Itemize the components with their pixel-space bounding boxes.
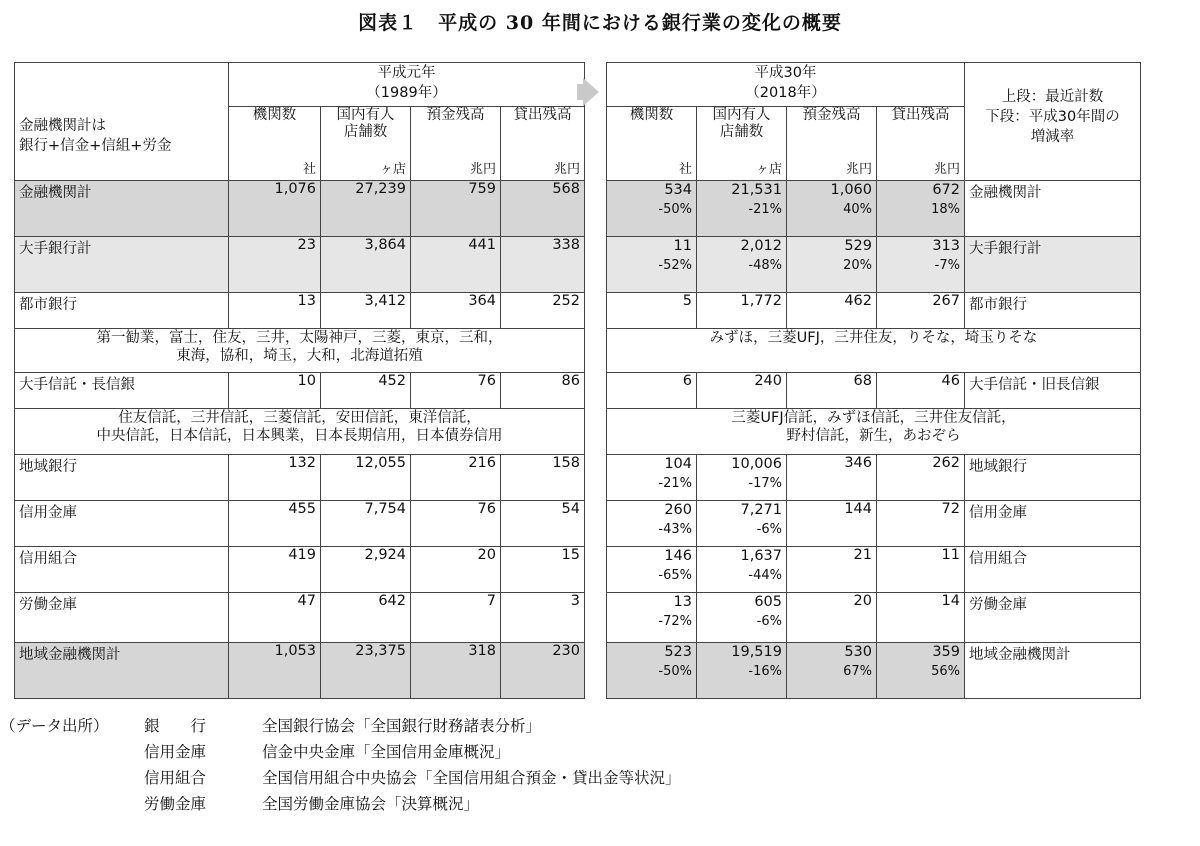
unit-institutions: 社 [302, 162, 316, 177]
table-row [607, 643, 1141, 699]
value-cell: 132 [229, 455, 321, 501]
table-row [15, 373, 585, 409]
col-branches-label1: 国内有人 [712, 107, 771, 123]
col-institutions-label: 機関数 [629, 107, 674, 123]
value-cell: 605 -6% [697, 593, 787, 643]
value-cell: 104 -21% [607, 455, 697, 501]
member-banks-note [15, 409, 585, 455]
unit-deposits: 兆円 [469, 162, 496, 177]
value-cell: 3,412 [321, 293, 411, 329]
value-cell: 13 -72% [607, 593, 697, 643]
table-row [15, 547, 585, 593]
source-type: 銀 行 [144, 717, 207, 735]
right-note-line2: 下段：平成30年間の [985, 109, 1120, 125]
value-cell: 20 [787, 593, 877, 643]
value-cell: 7,754 [321, 501, 411, 547]
value-cell: 15 [501, 547, 585, 593]
row-label: 大手信託・旧長信銀 [965, 373, 1141, 409]
row-label: 信用金庫 [965, 501, 1141, 547]
value-cell: 230 [501, 643, 585, 699]
table-row [607, 593, 1141, 643]
col-deposits-label: 預金残高 [426, 107, 485, 123]
col-institutions [607, 107, 697, 181]
source-type: 信用金庫 [144, 743, 207, 761]
member-banks-note [607, 409, 1141, 455]
value-cell: 46 [877, 373, 965, 409]
col-branches [321, 107, 411, 181]
row-label: 信用金庫 [15, 501, 229, 547]
source-desc: 全国銀行協会「全国銀行財務諸表分析」 [262, 717, 542, 735]
value-cell: 267 [877, 293, 965, 329]
member-banks-note: みずほ，三菱UFJ，三井住友，りそな，埼玉りそな [607, 329, 1141, 373]
source-desc: 信金中央金庫「全国信用金庫概況」 [262, 743, 511, 761]
value-cell: 12,055 [321, 455, 411, 501]
value-cell: 5 [607, 293, 697, 329]
col-deposits-label: 預金残高 [802, 107, 861, 123]
col-branches [697, 107, 787, 181]
row-label: 地域銀行 [965, 455, 1141, 501]
value-cell: 3 [501, 593, 585, 643]
value-cell: 441 [411, 237, 501, 293]
table-2018 [606, 62, 1141, 699]
table-row [15, 501, 585, 547]
value-cell: 568 [501, 181, 585, 237]
value-cell: 47 [229, 593, 321, 643]
note-line: 野村信託，新生，あおぞら [786, 428, 961, 444]
value-cell: 462 [787, 293, 877, 329]
unit-loans: 兆円 [553, 162, 580, 177]
col-branches-label2: 店舗数 [719, 124, 764, 140]
table-row [15, 237, 585, 293]
row-label-line2: 銀行+信金+信組+労金 [19, 137, 172, 154]
row-label: 大手信託・長信銀 [15, 373, 229, 409]
table-row [15, 329, 585, 373]
value-cell: 346 [787, 455, 877, 501]
value-cell: 21 [787, 547, 877, 593]
value-cell: 252 [501, 293, 585, 329]
row-label: 金融機関計 [15, 181, 229, 237]
value-cell: 1,053 [229, 643, 321, 699]
row-label: 都市銀行 [15, 293, 229, 329]
col-loans [501, 107, 585, 181]
source-type: 労働金庫 [144, 795, 207, 813]
value-cell: 2,924 [321, 547, 411, 593]
value-cell: 455 [229, 501, 321, 547]
note-line: 三菱UFJ信託，みずほ信託，三井住友信託， [731, 410, 1016, 426]
value-cell: 260 -43% [607, 501, 697, 547]
value-cell: 144 [787, 501, 877, 547]
era-1989-header [229, 63, 585, 107]
unit-institutions: 社 [678, 162, 692, 177]
value-cell: 313 -7% [877, 237, 965, 293]
value-cell: 76 [411, 501, 501, 547]
table-row [607, 329, 1141, 373]
value-cell: 54 [501, 501, 585, 547]
era-1989-line1: 平成元年 [377, 65, 436, 81]
value-cell: 10 [229, 373, 321, 409]
value-cell: 3,864 [321, 237, 411, 293]
row-label: 大手銀行計 [965, 237, 1141, 293]
value-cell: 20 [411, 547, 501, 593]
row-label-header [15, 63, 229, 181]
col-loans-label: 貸出残高 [891, 107, 950, 123]
value-cell: 216 [411, 455, 501, 501]
table-row [15, 593, 585, 643]
table-row [15, 293, 585, 329]
col-deposits [787, 107, 877, 181]
row-label: 都市銀行 [965, 293, 1141, 329]
row-label: 信用組合 [15, 547, 229, 593]
value-cell: 523 -50% [607, 643, 697, 699]
era-2018-line2: （2018年） [745, 85, 826, 101]
era-2018-line1: 平成30年 [754, 65, 817, 81]
table-row [15, 455, 585, 501]
value-cell: 2,012 -48% [697, 237, 787, 293]
value-cell: 158 [501, 455, 585, 501]
value-cell: 529 20% [787, 237, 877, 293]
value-cell: 14 [877, 593, 965, 643]
table-row [607, 501, 1141, 547]
right-note-header [965, 63, 1141, 181]
era-2018-header [607, 63, 965, 107]
table-row [607, 237, 1141, 293]
value-cell: 10,006 -17% [697, 455, 787, 501]
source-heading: （データ出所） [0, 717, 109, 735]
value-cell: 23,375 [321, 643, 411, 699]
value-cell: 364 [411, 293, 501, 329]
note-line: 住友信託，三井信託，三菱信託，安田信託，東洋信託， [118, 410, 481, 426]
value-cell: 13 [229, 293, 321, 329]
col-loans [877, 107, 965, 181]
table-row [15, 181, 585, 237]
col-branches-label1: 国内有人 [336, 107, 395, 123]
value-cell: 11 [877, 547, 965, 593]
value-cell: 6 [607, 373, 697, 409]
value-cell: 21,531 -21% [697, 181, 787, 237]
value-cell: 72 [877, 501, 965, 547]
value-cell: 452 [321, 373, 411, 409]
row-label: 大手銀行計 [15, 237, 229, 293]
table-row [15, 409, 585, 455]
value-cell: 534 -50% [607, 181, 697, 237]
table-row [607, 455, 1141, 501]
col-institutions-label: 機関数 [252, 107, 297, 123]
value-cell: 7 [411, 593, 501, 643]
row-label: 地域金融機関計 [15, 643, 229, 699]
table-row [607, 373, 1141, 409]
right-note-line3: 増減率 [1030, 129, 1075, 145]
value-cell: 11 -52% [607, 237, 697, 293]
row-label: 金融機関計 [965, 181, 1141, 237]
value-cell: 530 67% [787, 643, 877, 699]
page-title: 図表１ 平成の 30 年間における銀行業の変化の概要 [358, 12, 842, 34]
table-row [607, 409, 1141, 455]
value-cell: 262 [877, 455, 965, 501]
value-cell: 68 [787, 373, 877, 409]
value-cell: 23 [229, 237, 321, 293]
member-banks-note [15, 329, 585, 373]
value-cell: 1,637 -44% [697, 547, 787, 593]
value-cell: 7,271 -6% [697, 501, 787, 547]
row-label: 地域銀行 [15, 455, 229, 501]
row-label: 労働金庫 [15, 593, 229, 643]
source-desc: 全国信用組合中央協会「全国信用組合預金・貸出金等状況」 [262, 769, 681, 787]
col-deposits [411, 107, 501, 181]
table-1989 [14, 62, 585, 699]
source-desc: 全国労働金庫協会「決算概況」 [262, 795, 480, 813]
note-line: 東海，協和，埼玉，大和，北海道拓殖 [176, 348, 423, 364]
col-institutions [229, 107, 321, 181]
value-cell: 1,772 [697, 293, 787, 329]
value-cell: 759 [411, 181, 501, 237]
value-cell: 27,239 [321, 181, 411, 237]
value-cell: 338 [501, 237, 585, 293]
value-cell: 76 [411, 373, 501, 409]
note-line: 第一勧業，富士，住友，三井，太陽神戸，三菱，東京，三和， [96, 330, 503, 346]
col-loans-label: 貸出残高 [513, 107, 572, 123]
value-cell: 19,519 -16% [697, 643, 787, 699]
col-branches-label2: 店舗数 [343, 124, 388, 140]
table-row [15, 643, 585, 699]
value-cell: 318 [411, 643, 501, 699]
table-row [607, 293, 1141, 329]
row-label-line1: 金融機関計は [19, 117, 106, 134]
unit-branches: ヶ店 [379, 162, 406, 177]
era-1989-line2: （1989年） [366, 85, 447, 101]
value-cell: 419 [229, 547, 321, 593]
unit-loans: 兆円 [933, 162, 960, 177]
row-label: 地域金融機関計 [965, 643, 1141, 699]
unit-deposits: 兆円 [845, 162, 872, 177]
value-cell: 359 56% [877, 643, 965, 699]
table-row [607, 547, 1141, 593]
value-cell: 1,076 [229, 181, 321, 237]
value-cell: 240 [697, 373, 787, 409]
value-cell: 672 18% [877, 181, 965, 237]
right-note-line1: 上段：最近計数 [1001, 89, 1104, 105]
value-cell: 1,060 40% [787, 181, 877, 237]
source-type: 信用組合 [144, 769, 207, 787]
note-line: 中央信託，日本信託，日本興業，日本長期信用，日本債券信用 [96, 428, 503, 444]
value-cell: 146 -65% [607, 547, 697, 593]
arrow-right-icon [583, 78, 599, 106]
value-cell: 86 [501, 373, 585, 409]
row-label: 労働金庫 [965, 593, 1141, 643]
value-cell: 642 [321, 593, 411, 643]
unit-branches: ヶ店 [755, 162, 782, 177]
table-row [607, 181, 1141, 237]
row-label: 信用組合 [965, 547, 1141, 593]
